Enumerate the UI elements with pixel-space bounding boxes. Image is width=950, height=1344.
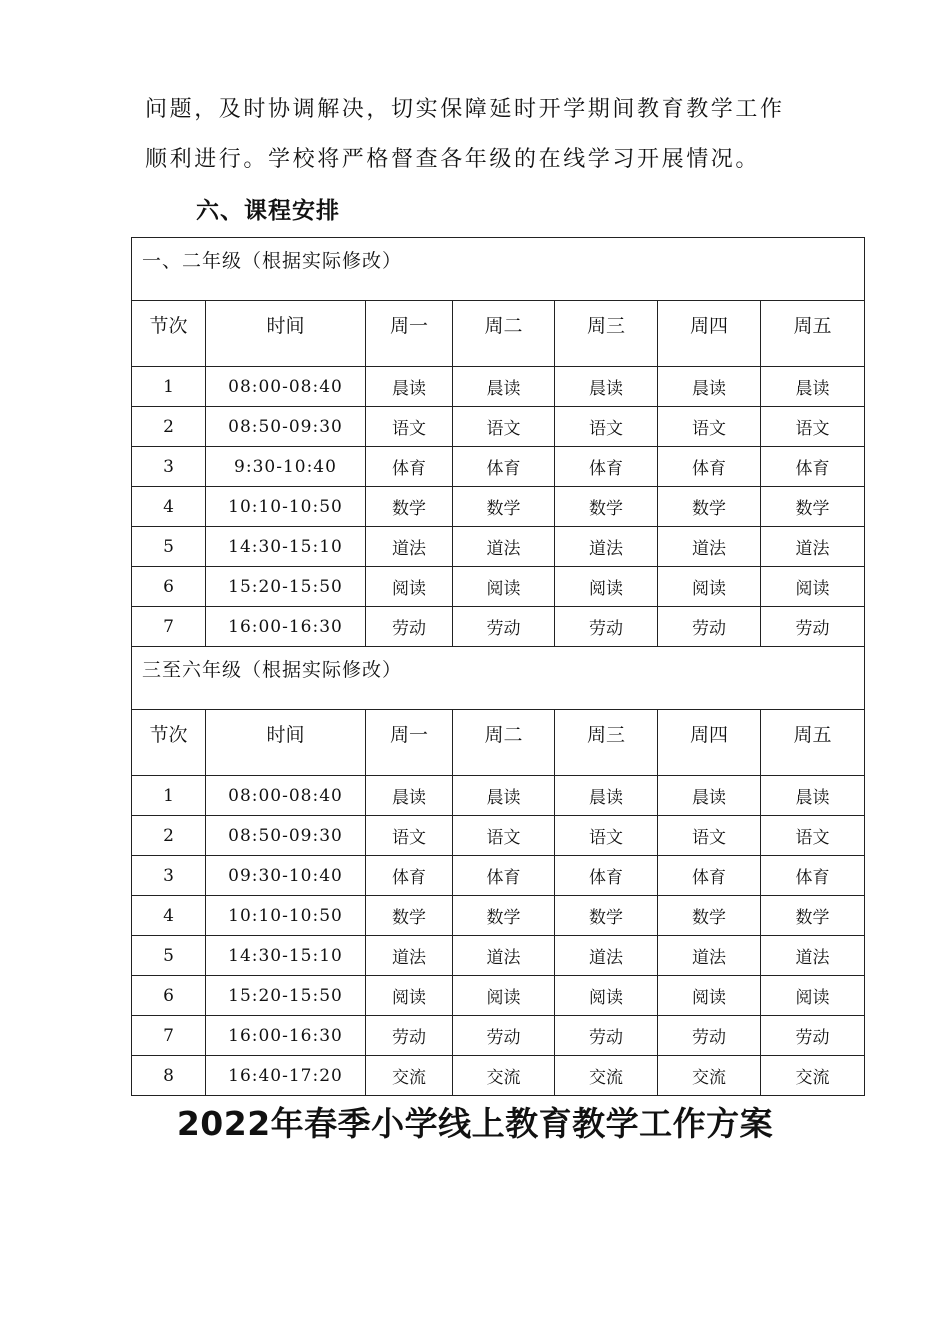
subject-cell-wed: 体育: [555, 856, 658, 896]
column-header: 周二: [453, 301, 555, 367]
subject-cell-tue: 劳动: [453, 1016, 555, 1056]
table-row: [132, 1056, 865, 1096]
document-title: 2022年春季小学线上教育教学工作方案: [176, 1104, 774, 1143]
period-cell: 8: [132, 1056, 206, 1096]
subject-cell-fri: 晨读: [761, 367, 865, 407]
subject-cell-thu: 体育: [658, 856, 761, 896]
subject-cell-wed: 劳动: [555, 607, 658, 647]
period-cell: 3: [132, 447, 206, 487]
period-cell: 6: [132, 976, 206, 1016]
subject-cell-fri: 数学: [761, 896, 865, 936]
subject-cell-thu: 阅读: [658, 976, 761, 1016]
table-row: [132, 896, 865, 936]
subject-cell-wed: 劳动: [555, 1016, 658, 1056]
subject-cell-fri: 道法: [761, 527, 865, 567]
subject-cell-thu: 道法: [658, 527, 761, 567]
subject-cell-thu: 数学: [658, 896, 761, 936]
table-row: [132, 487, 865, 527]
period-cell: 1: [132, 776, 206, 816]
subject-cell-mon: 体育: [366, 447, 453, 487]
subject-cell-mon: 晨读: [366, 367, 453, 407]
subject-cell-tue: 交流: [453, 1056, 555, 1096]
subject-cell-mon: 语文: [366, 816, 453, 856]
subject-cell-fri: 劳动: [761, 1016, 865, 1056]
subject-cell-thu: 晨读: [658, 367, 761, 407]
subject-cell-tue: 道法: [453, 527, 555, 567]
time-cell: 09:30-10:40: [206, 856, 366, 896]
subject-cell-fri: 交流: [761, 1056, 865, 1096]
period-cell: 7: [132, 1016, 206, 1056]
subject-cell-tue: 语文: [453, 816, 555, 856]
column-header: 节次: [132, 301, 206, 367]
subject-cell-wed: 晨读: [555, 776, 658, 816]
subject-cell-thu: 语文: [658, 407, 761, 447]
time-cell: 16:40-17:20: [206, 1056, 366, 1096]
table-row: [132, 407, 865, 447]
subject-cell-mon: 数学: [366, 896, 453, 936]
subject-cell-fri: 语文: [761, 816, 865, 856]
subject-cell-tue: 数学: [453, 487, 555, 527]
time-cell: 16:00-16:30: [206, 1016, 366, 1056]
table-row: [132, 856, 865, 896]
subject-cell-mon: 劳动: [366, 1016, 453, 1056]
subject-cell-thu: 体育: [658, 447, 761, 487]
table-row: [132, 527, 865, 567]
subject-cell-fri: 体育: [761, 447, 865, 487]
subject-cell-mon: 数学: [366, 487, 453, 527]
column-header: 周三: [555, 301, 658, 367]
time-cell: 15:20-15:50: [206, 976, 366, 1016]
section-title-row: [132, 647, 865, 710]
paragraph-line-2: 顺利进行。学校将严格督查各年级的在线学习开展情况。: [145, 147, 761, 172]
period-cell: 4: [132, 896, 206, 936]
column-header: 时间: [206, 710, 366, 776]
column-header: 周二: [453, 710, 555, 776]
period-cell: 2: [132, 816, 206, 856]
subject-cell-fri: 道法: [761, 936, 865, 976]
subject-cell-tue: 阅读: [453, 567, 555, 607]
time-cell: 14:30-15:10: [206, 527, 366, 567]
subject-cell-mon: 阅读: [366, 976, 453, 1016]
time-cell: 16:00-16:30: [206, 607, 366, 647]
time-cell: 10:10-10:50: [206, 487, 366, 527]
time-cell: 08:00-08:40: [206, 367, 366, 407]
table-row: [132, 936, 865, 976]
subject-cell-thu: 劳动: [658, 607, 761, 647]
subject-cell-fri: 体育: [761, 856, 865, 896]
time-cell: 15:20-15:50: [206, 567, 366, 607]
time-cell: 9:30-10:40: [206, 447, 366, 487]
subject-cell-fri: 数学: [761, 487, 865, 527]
header-row: [132, 301, 865, 367]
period-cell: 6: [132, 567, 206, 607]
subject-cell-fri: 劳动: [761, 607, 865, 647]
subject-cell-tue: 数学: [453, 896, 555, 936]
subject-cell-wed: 晨读: [555, 367, 658, 407]
column-header: 周一: [366, 301, 453, 367]
subject-cell-wed: 数学: [555, 487, 658, 527]
column-header: 周三: [555, 710, 658, 776]
subject-cell-fri: 阅读: [761, 567, 865, 607]
section-heading: 六、课程安排: [196, 198, 340, 224]
paragraph-line-1: 问题，及时协调解决，切实保障延时开学期间教育教学工作: [145, 97, 785, 122]
column-header: 周四: [658, 301, 761, 367]
time-cell: 08:50-09:30: [206, 816, 366, 856]
subject-cell-fri: 晨读: [761, 776, 865, 816]
subject-cell-tue: 晨读: [453, 776, 555, 816]
subject-cell-wed: 道法: [555, 527, 658, 567]
time-cell: 10:10-10:50: [206, 896, 366, 936]
period-cell: 5: [132, 527, 206, 567]
subject-cell-wed: 道法: [555, 936, 658, 976]
subject-cell-mon: 道法: [366, 527, 453, 567]
table-row: [132, 1016, 865, 1056]
table-row: [132, 976, 865, 1016]
table-row: [132, 776, 865, 816]
table-row: [132, 567, 865, 607]
subject-cell-tue: 阅读: [453, 976, 555, 1016]
subject-cell-tue: 语文: [453, 407, 555, 447]
subject-cell-mon: 体育: [366, 856, 453, 896]
subject-cell-mon: 阅读: [366, 567, 453, 607]
period-cell: 3: [132, 856, 206, 896]
time-cell: 08:50-09:30: [206, 407, 366, 447]
subject-cell-thu: 交流: [658, 1056, 761, 1096]
period-cell: 7: [132, 607, 206, 647]
subject-cell-fri: 语文: [761, 407, 865, 447]
subject-cell-wed: 语文: [555, 816, 658, 856]
schedule-table: [131, 237, 865, 1096]
subject-cell-fri: 阅读: [761, 976, 865, 1016]
column-header: 时间: [206, 301, 366, 367]
subject-cell-wed: 交流: [555, 1056, 658, 1096]
subject-cell-tue: 道法: [453, 936, 555, 976]
section-title-row: [132, 238, 865, 301]
time-cell: 08:00-08:40: [206, 776, 366, 816]
period-cell: 1: [132, 367, 206, 407]
subject-cell-thu: 数学: [658, 487, 761, 527]
subject-cell-tue: 体育: [453, 447, 555, 487]
period-cell: 5: [132, 936, 206, 976]
table-row: [132, 447, 865, 487]
column-header: 周一: [366, 710, 453, 776]
subject-cell-mon: 交流: [366, 1056, 453, 1096]
subject-cell-mon: 晨读: [366, 776, 453, 816]
time-cell: 14:30-15:10: [206, 936, 366, 976]
subject-cell-thu: 语文: [658, 816, 761, 856]
header-row: [132, 710, 865, 776]
subject-cell-wed: 体育: [555, 447, 658, 487]
column-header: 周四: [658, 710, 761, 776]
period-cell: 2: [132, 407, 206, 447]
subject-cell-thu: 阅读: [658, 567, 761, 607]
table-row: [132, 367, 865, 407]
subject-cell-thu: 道法: [658, 936, 761, 976]
section-title: 一、二年级（根据实际修改）: [132, 238, 865, 301]
subject-cell-mon: 劳动: [366, 607, 453, 647]
subject-cell-wed: 数学: [555, 896, 658, 936]
column-header: 节次: [132, 710, 206, 776]
subject-cell-wed: 阅读: [555, 567, 658, 607]
subject-cell-tue: 体育: [453, 856, 555, 896]
table-row: [132, 816, 865, 856]
subject-cell-thu: 晨读: [658, 776, 761, 816]
subject-cell-wed: 语文: [555, 407, 658, 447]
subject-cell-tue: 劳动: [453, 607, 555, 647]
subject-cell-mon: 语文: [366, 407, 453, 447]
section-title: 三至六年级（根据实际修改）: [132, 647, 865, 710]
subject-cell-wed: 阅读: [555, 976, 658, 1016]
column-header: 周五: [761, 710, 865, 776]
subject-cell-mon: 道法: [366, 936, 453, 976]
table-row: [132, 607, 865, 647]
column-header: 周五: [761, 301, 865, 367]
subject-cell-thu: 劳动: [658, 1016, 761, 1056]
period-cell: 4: [132, 487, 206, 527]
subject-cell-tue: 晨读: [453, 367, 555, 407]
